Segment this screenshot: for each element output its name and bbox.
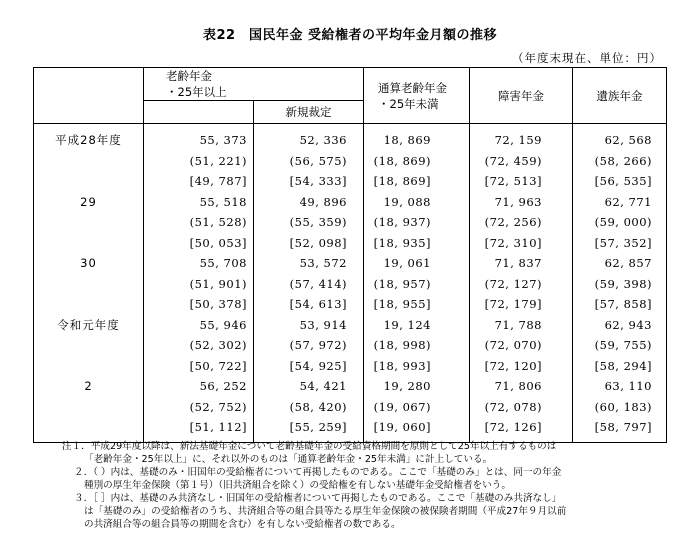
value-cell: (51, 528): [144, 212, 254, 233]
value-cell: (59, 398): [573, 274, 667, 295]
table-title: 表22 国民年金 受給権者の平均年金月額の推移: [202, 28, 498, 43]
value-cell: [18, 955]: [364, 294, 470, 315]
value-cell: 63, 110: [573, 376, 667, 397]
value-cell: [51, 112]: [144, 417, 254, 442]
value-cell: 55, 373: [144, 124, 254, 151]
value-cell: 62, 771: [573, 192, 667, 213]
value-cell: [49, 787]: [144, 171, 254, 192]
value-cell: [57, 858]: [573, 294, 667, 315]
value-cell: 52, 336: [254, 124, 364, 151]
note-3-cont2: の共済組合等の組合員等の期間を含む）を有しない受給権者の数である。: [84, 519, 401, 530]
table-row: [34, 212, 667, 233]
value-cell: [72, 513]: [470, 171, 573, 192]
table-row: [34, 151, 667, 172]
value-cell: 55, 946: [144, 315, 254, 336]
year-cell: [34, 274, 144, 295]
table-row: [34, 233, 667, 254]
value-cell: (72, 459): [470, 151, 573, 172]
year-cell: [34, 356, 144, 377]
value-cell: (18, 869): [364, 151, 470, 172]
value-cell: [18, 935]: [364, 233, 470, 254]
header-old-age-line2: ・25年以上: [166, 85, 227, 99]
value-cell: [54, 613]: [254, 294, 364, 315]
value-cell: 19, 124: [364, 315, 470, 336]
value-cell: [57, 352]: [573, 233, 667, 254]
value-cell: (18, 937): [364, 212, 470, 233]
value-cell: 18, 869: [364, 124, 470, 151]
value-cell: [72, 126]: [470, 417, 573, 442]
value-cell: 54, 421: [254, 376, 364, 397]
value-cell: (52, 752): [144, 397, 254, 418]
note-2: ２．（ ）内は、基礎のみ・旧国年の受給権者について再掲したものである。ここで「基礎のみ」とは、同一の年金: [74, 467, 562, 478]
table-row: [34, 397, 667, 418]
value-cell: [72, 179]: [470, 294, 573, 315]
value-cell: (52, 302): [144, 335, 254, 356]
year-cell: 2: [34, 376, 144, 397]
value-cell: 62, 568: [573, 124, 667, 151]
year-cell: 29: [34, 192, 144, 213]
value-cell: (55, 359): [254, 212, 364, 233]
note-3-cont: は「基礎のみ」の受給権者のうち、共済組合等の組合員等たる厚生年金保険の被保険者期間（平成27年９月以前: [84, 506, 567, 517]
table-row: [34, 171, 667, 192]
value-cell: (58, 266): [573, 151, 667, 172]
value-cell: 19, 088: [364, 192, 470, 213]
header-old-age-pension: [144, 68, 364, 101]
year-cell: [34, 294, 144, 315]
value-cell: (58, 420): [254, 397, 364, 418]
value-cell: [72, 310]: [470, 233, 573, 254]
value-cell: [19, 060]: [364, 417, 470, 442]
table-row: [34, 356, 667, 377]
header-new-award: 新規裁定: [254, 101, 364, 124]
value-cell: 53, 572: [254, 253, 364, 274]
value-cell: (59, 755): [573, 335, 667, 356]
value-cell: (72, 078): [470, 397, 573, 418]
value-cell: 55, 708: [144, 253, 254, 274]
value-cell: (18, 957): [364, 274, 470, 295]
value-cell: 71, 806: [470, 376, 573, 397]
value-cell: [56, 535]: [573, 171, 667, 192]
value-cell: (51, 221): [144, 151, 254, 172]
year-cell: 令和元年度: [34, 315, 144, 336]
value-cell: 71, 837: [470, 253, 573, 274]
year-cell: [34, 417, 144, 442]
value-cell: (57, 414): [254, 274, 364, 295]
value-cell: 56, 252: [144, 376, 254, 397]
year-cell: [34, 212, 144, 233]
value-cell: 71, 788: [470, 315, 573, 336]
value-cell: [50, 722]: [144, 356, 254, 377]
value-cell: 19, 061: [364, 253, 470, 274]
value-cell: (60, 183): [573, 397, 667, 418]
value-cell: 55, 518: [144, 192, 254, 213]
value-cell: 49, 896: [254, 192, 364, 213]
pension-table: [33, 67, 667, 443]
header-tsusan-line1: 通算老齢年金: [378, 80, 448, 95]
value-cell: 71, 963: [470, 192, 573, 213]
unit-label: （年度末現在、単位：円）: [512, 51, 662, 65]
table-row: [34, 315, 667, 336]
value-cell: [50, 378]: [144, 294, 254, 315]
note-2-cont: 種別の厚生年金保険（第１号）（旧共済組合を除く）の受給権を有しない基礎年金受給権者をいう。: [84, 480, 511, 491]
value-cell: 62, 943: [573, 315, 667, 336]
table-row: [34, 253, 667, 274]
value-cell: (57, 972): [254, 335, 364, 356]
value-cell: [52, 098]: [254, 233, 364, 254]
value-cell: [58, 294]: [573, 356, 667, 377]
year-cell: [34, 151, 144, 172]
value-cell: [18, 869]: [364, 171, 470, 192]
value-cell: [54, 333]: [254, 171, 364, 192]
value-cell: (56, 575): [254, 151, 364, 172]
year-cell: 平成28年度: [34, 124, 144, 151]
year-cell: [34, 233, 144, 254]
value-cell: (18, 998): [364, 335, 470, 356]
table-row: [34, 192, 667, 213]
value-cell: 62, 857: [573, 253, 667, 274]
header-old-age-line1: 老齢年金: [166, 69, 212, 83]
value-cell: (72, 127): [470, 274, 573, 295]
value-cell: [50, 053]: [144, 233, 254, 254]
year-cell: [34, 171, 144, 192]
value-cell: (19, 067): [364, 397, 470, 418]
year-cell: [34, 397, 144, 418]
value-cell: 19, 280: [364, 376, 470, 397]
value-cell: 53, 914: [254, 315, 364, 336]
note-1: 注１．平成29年度以降は、新法基礎年金について老齢基礎年金の受給資格期間を原則として25年以上有するものは: [62, 441, 557, 452]
header-old-age-blank: [144, 101, 254, 124]
value-cell: 72, 159: [470, 124, 573, 151]
header-disability-pension: 障害年金: [470, 68, 573, 124]
value-cell: (51, 901): [144, 274, 254, 295]
note-1-cont: 「老齢年金・25年以上」に、それ以外のものは「通算老齢年金・25年未満」に計上している。: [84, 454, 493, 465]
table-row: [34, 376, 667, 397]
table-row: [34, 417, 667, 442]
value-cell: (59, 000): [573, 212, 667, 233]
notes: [62, 440, 682, 531]
header-tsusan-line2: ・25年未満: [378, 96, 439, 111]
value-cell: [54, 925]: [254, 356, 364, 377]
table-row: [34, 124, 667, 151]
year-cell: [34, 335, 144, 356]
value-cell: [58, 797]: [573, 417, 667, 442]
value-cell: (72, 256): [470, 212, 573, 233]
table-row: [34, 294, 667, 315]
header-survivor-pension: 遺族年金: [573, 68, 667, 124]
header-tsusan-pension: [364, 68, 470, 124]
value-cell: [72, 120]: [470, 356, 573, 377]
note-3: ３．［ ］内は、基礎のみ共済なし・旧国年の受給権者について再掲したものである。ここで「基礎のみ共済なし」: [74, 493, 562, 504]
table-row: [34, 335, 667, 356]
value-cell: (72, 070): [470, 335, 573, 356]
year-cell: 30: [34, 253, 144, 274]
value-cell: [18, 993]: [364, 356, 470, 377]
year-header: [34, 68, 144, 124]
table-row: [34, 274, 667, 295]
value-cell: [55, 259]: [254, 417, 364, 442]
